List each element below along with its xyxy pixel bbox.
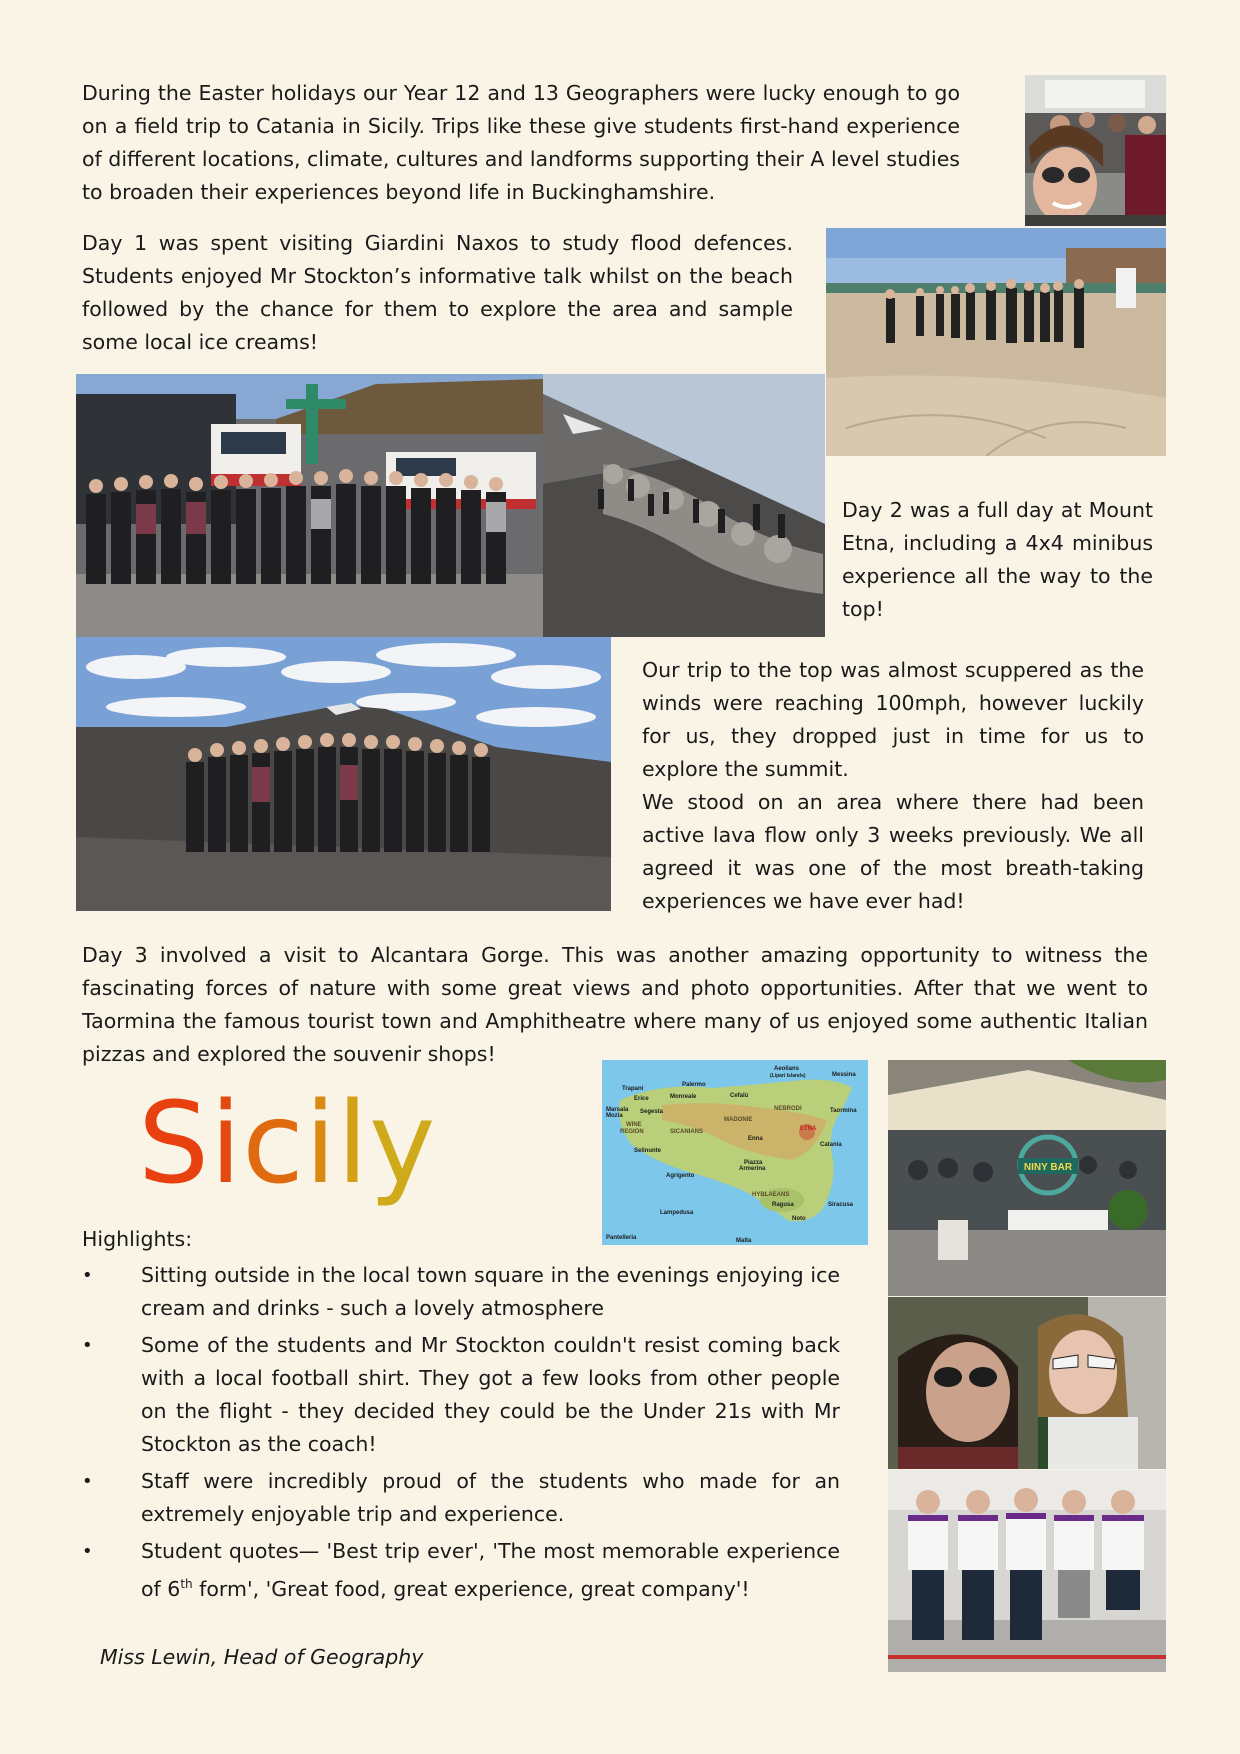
map-label: Siracusa (828, 1202, 854, 1208)
title-letter: i (304, 1079, 337, 1209)
map-label: Segesta (640, 1109, 664, 1115)
map-label: Taormina (830, 1108, 857, 1114)
highlights-heading: Highlights: (82, 1227, 193, 1251)
map-label: Marsala (606, 1107, 629, 1113)
highlight-text: Staff were incredibly proud of the students who made for an extremely enjoyable trip and experience. (141, 1469, 840, 1526)
map-label: REGION (620, 1129, 644, 1135)
etna-trucks-group-photo (76, 374, 543, 637)
highlight-text: Some of the students and Mr Stockton couldn't resist coming back with a local football shirt. They got a few looks from other people on the flight - they decided they could be the Under 21s with Mr Stockton as the coach! (141, 1333, 840, 1456)
etna-slope-photo (543, 374, 825, 637)
map-label: Lampedusa (660, 1210, 694, 1216)
highlight-item (82, 1259, 840, 1325)
signature: Miss Lewin, Head of Geography (100, 1645, 424, 1669)
map-label: Armerina (739, 1166, 766, 1172)
map-label: MADONIE (724, 1117, 753, 1123)
football-shirts-photo (888, 1470, 1166, 1672)
cafe-sign-text: NINY BAR (1023, 1162, 1073, 1173)
map-label: Catania (820, 1142, 842, 1148)
map-label: Ragusa (772, 1202, 794, 1208)
map-label: Enna (748, 1136, 763, 1142)
sicily-map (602, 1060, 868, 1245)
map-label: Mozia (606, 1113, 623, 1119)
map-label: Piazza (744, 1160, 763, 1166)
map-label: HYBLAEANS (752, 1192, 790, 1198)
title-letter: y (369, 1079, 437, 1209)
sicily-title (138, 1079, 437, 1209)
title-letter: S (138, 1079, 211, 1209)
highlight-item (82, 1535, 840, 1606)
map-label: Agrigento (666, 1173, 695, 1179)
etna-summit-group-photo (76, 637, 611, 911)
map-label: NEBRODI (774, 1106, 802, 1112)
map-label: (Lipari Islands) (770, 1073, 806, 1079)
map-label: Aeolians (774, 1066, 800, 1072)
title-letter: l (336, 1079, 370, 1209)
map-label: Erice (634, 1096, 649, 1102)
title-letter: c (242, 1079, 305, 1209)
quote-text-start: Student quotes— 'Best trip ever', 'The most memorable experience of 6 (141, 1539, 840, 1601)
map-label: Palermo (682, 1082, 706, 1088)
lava-paragraph: We stood on an area where there had been active lava flow only 3 weeks previously. We all agreed it was one of the most breath-taking experiences we have ever had! (642, 790, 1144, 913)
bullet-icon: • (82, 1335, 93, 1356)
map-label: Noto (792, 1216, 806, 1222)
summit-paragraph: Our trip to the top was almost scuppered as the winds were reaching 100mph, however luckily for us, they dropped just in time for us to explore the summit. (642, 658, 1144, 781)
highlight-item (82, 1329, 840, 1461)
map-label: Messina (832, 1072, 856, 1078)
day1-paragraph: Day 1 was spent visiting Giardini Naxos to study flood defences. Students enjoyed Mr Stockton’s informative talk whilst on the beach followed by the chance for them to explore the area and sample some local ice creams! (82, 231, 793, 354)
map-label: Malta (736, 1238, 752, 1244)
quote-text-end: form', 'Great food, great experience, great company'! (192, 1576, 750, 1601)
minibus-selfie-photo (1025, 75, 1166, 226)
highlights-list (82, 1259, 840, 1610)
beach-group-photo (826, 228, 1166, 456)
map-label: Trapani (622, 1086, 644, 1092)
map-label: Monreale (670, 1094, 697, 1100)
title-letter: i (210, 1079, 243, 1209)
bullet-icon: • (82, 1265, 93, 1286)
highlight-item (82, 1465, 840, 1531)
intro-paragraph: During the Easter holidays our Year 12 and 13 Geographers were lucky enough to go on a field trip to Catania in Sicily. Trips like these give students first-hand experience of different locations, climate, cultures and landforms supporting their A level studies to broaden their experiences beyond life in Buckinghamshire. (82, 81, 960, 204)
map-label: WINE (626, 1122, 642, 1128)
map-label: Pantelleria (606, 1235, 637, 1241)
day2-paragraph: Day 2 was a full day at Mount Etna, including a 4x4 minibus experience all the way to the top! (842, 498, 1153, 621)
bullet-icon: • (82, 1541, 93, 1562)
quote-superscript: th (180, 1577, 193, 1591)
staff-selfie-photo (888, 1297, 1166, 1469)
map-label: ETNA (800, 1126, 817, 1132)
bullet-icon: • (82, 1471, 93, 1492)
map-label: Cefalù (730, 1093, 749, 1099)
cafe-square-photo (888, 1060, 1166, 1296)
day3-paragraph: Day 3 involved a visit to Alcantara Gorge. This was another amazing opportunity to witness the fascinating forces of nature with some great views and photo opportunities. After that we went to Taormina the famous tourist town and Amphitheatre where many of us enjoyed some authentic Italian pizzas and explored the souvenir shops! (82, 943, 1148, 1066)
map-label: Selinunte (634, 1148, 662, 1154)
map-label: SICANIANS (670, 1129, 704, 1135)
highlight-text: Sitting outside in the local town square in the evenings enjoying ice cream and drinks - such a lovely atmosphere (141, 1263, 840, 1320)
